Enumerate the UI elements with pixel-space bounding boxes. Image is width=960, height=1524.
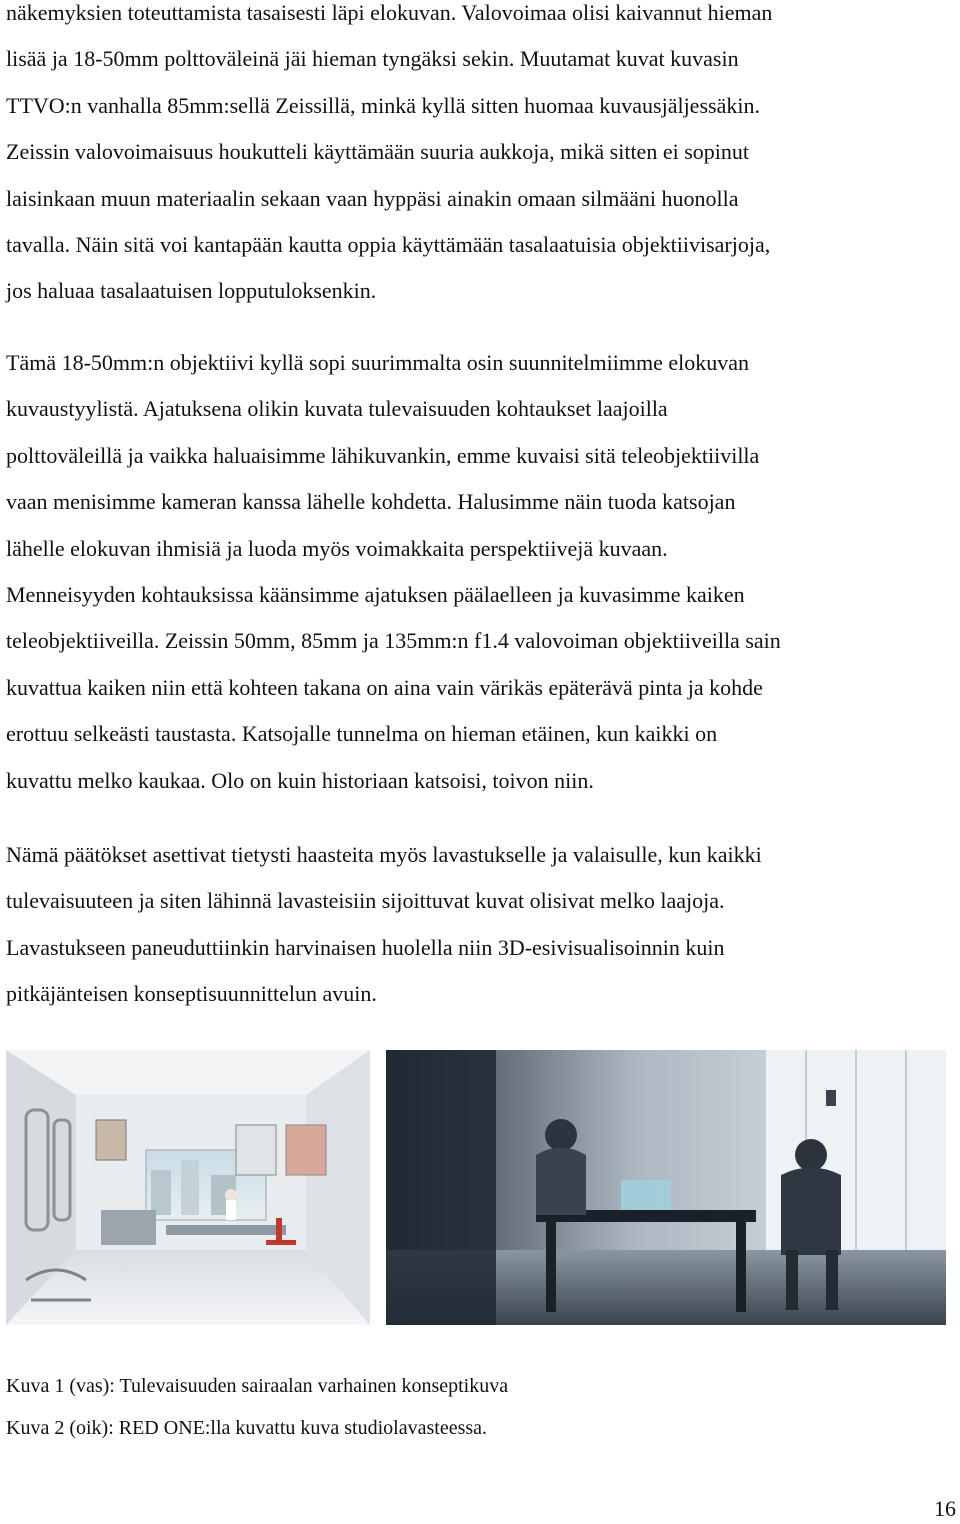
figure-studio-set-photo xyxy=(386,1050,946,1325)
text-line: TTVO:n vanhalla 85mm:sellä Zeissillä, minkä kyllä sitten huomaa kuvausjäljessäkin. xyxy=(6,92,760,118)
text-line: Menneisyyden kohtauksissa käänsimme ajatuksen päälaelleen ja kuvasimme kaiken xyxy=(6,582,745,608)
text-line: kuvaustyylistä. Ajatuksena olikin kuvata tulevaisuuden kohtaukset laajoilla xyxy=(6,396,668,422)
text-line: polttoväleillä ja vaikka haluaisimme lähikuvankin, emme kuvaisi sitä teleobjektiivilla xyxy=(6,442,760,468)
figure-hospital-concept-image xyxy=(6,1050,370,1325)
text-line: teleobjektiiveilla. Zeissin 50mm, 85mm ja 135mm:n f1.4 valovoiman objektiiveilla sain xyxy=(6,628,781,654)
text-line: Tämä 18-50mm:n objektiivi kyllä sopi suurimmalta osin suunnitelmiimme elokuvan xyxy=(6,350,750,375)
text-line: lähelle elokuvan ihmisiä ja luoda myös voimakkaita perspektiivejä kuvaan. xyxy=(6,535,668,561)
text-line: pitkäjänteisen konseptisuunnittelun avuin. xyxy=(6,981,377,1007)
text-line: tavalla. Näin sitä voi kantapään kautta oppia käyttämään tasalaatuisia objektiivisarjoja, xyxy=(6,232,771,258)
paragraph-2 xyxy=(6,340,956,804)
caption-figure-2: Kuva 2 (oik): RED ONE:lla kuvattu kuva studiolavasteessa. xyxy=(6,1417,488,1439)
text-line: kuvattua kaiken niin että kohteen takana on aina vain värikäs epäterävä pinta ja kohde xyxy=(6,674,763,700)
text-line: Lavastukseen paneuduttiinkin harvinaisen huolella niin 3D-esivisualisoinnin kuin xyxy=(6,934,725,960)
text-line: erottuu selkeästi taustasta. Katsojalle tunnelma on hieman etäinen, kun kaikki on xyxy=(6,721,718,747)
caption-figure-1: Kuva 1 (vas): Tulevaisuuden sairaalan varhainen konseptikuva xyxy=(6,1375,509,1397)
text-line: näkemyksien toteuttamista tasaisesti läpi elokuvan. Valovoimaa olisi kaivannut hieman xyxy=(6,0,773,25)
figure-captions xyxy=(6,1365,508,1449)
page-number: 16 xyxy=(934,1496,956,1521)
text-line: Nämä päätökset asettivat tietysti haasteita myös lavastukselle ja valaisulle, kun kaikki xyxy=(6,842,762,867)
text-line: kuvattu melko kaukaa. Olo on kuin historiaan katsoisi, toivon niin. xyxy=(6,767,594,793)
paragraph-3 xyxy=(6,832,956,1018)
paragraph-1 xyxy=(6,0,956,315)
text-line: vaan menisimme kameran kanssa lähelle kohdetta. Halusimme näin tuoda katsojan xyxy=(6,489,736,515)
hospital-concept-illustration xyxy=(6,1050,370,1325)
studio-set-photo-illustration xyxy=(386,1050,946,1325)
text-line: laisinkaan muun materiaalin sekaan vaan hyppäsi ainakin omaan silmääni huonolla xyxy=(6,185,739,211)
text-line: Zeissin valovoimaisuus houkutteli käyttämään suuria aukkoja, mikä sitten ei sopinut xyxy=(6,139,749,165)
text-line: jos haluaa tasalaatuisen lopputuloksenkin. xyxy=(6,278,377,304)
text-line: lisää ja 18-50mm polttoväleinä jäi hieman tyngäksi sekin. Muutamat kuvat kuvasin xyxy=(6,46,739,72)
text-line: tulevaisuuteen ja siten lähinnä lavasteisiin sijoittuvat kuvat olisivat melko laajoja. xyxy=(6,888,725,914)
